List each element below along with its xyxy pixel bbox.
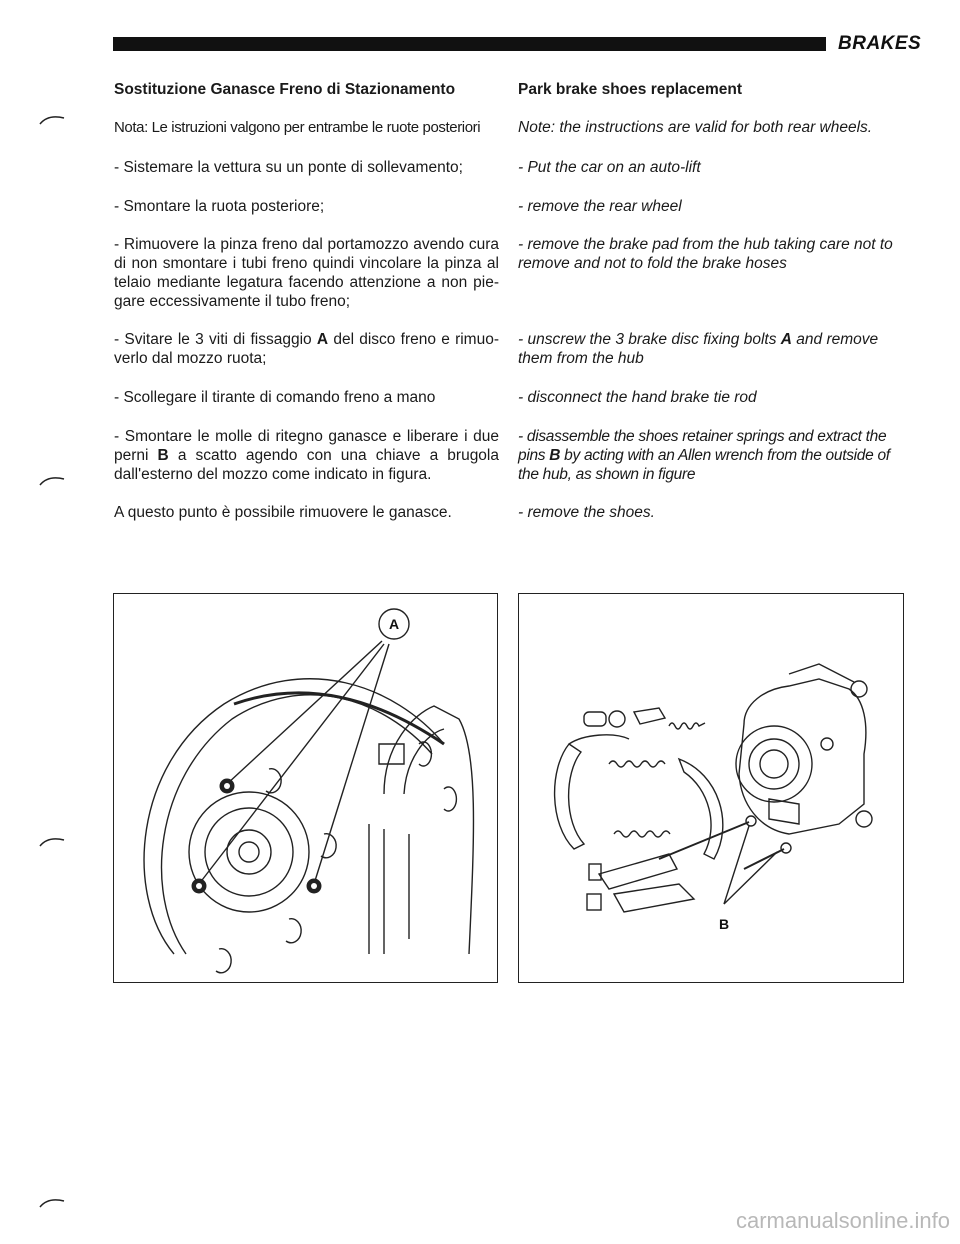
hand-brake-lever: [599, 854, 677, 889]
italian-step-1: - Sistemare la vettura su un ponte di sollevamento;: [114, 159, 463, 176]
reference-b: B: [549, 447, 561, 464]
hub-outer: [189, 792, 309, 912]
section-label: BRAKES: [838, 33, 922, 54]
hub-bearing-outer: [736, 726, 812, 802]
margin-mark: [38, 112, 66, 126]
disc-inner-edge: [162, 695, 432, 954]
hub-flange: [205, 808, 293, 896]
text-run: - disassemble the shoes retainer springs and extract the pins: [518, 428, 887, 464]
header-bar: [113, 37, 826, 51]
english-step-4: [518, 330, 910, 368]
brake-shoe-right: [679, 759, 723, 859]
italian-step-4: [114, 330, 499, 368]
disc-outer-edge: [144, 679, 444, 954]
text-run: a scatto agendo con una chiave a brugola dall'esterno del mozzo come indicato in figura.: [114, 447, 499, 483]
english-step-2: - remove the rear wheel: [518, 198, 682, 215]
brake-disc-illustration: [114, 594, 496, 981]
english-step-3: - remove the brake pad from the hub taking care not to remove and not to fold the brake hoses: [518, 236, 893, 272]
hub-center: [227, 830, 271, 874]
reference-a: A: [780, 331, 792, 348]
reference-a: A: [316, 331, 329, 348]
english-note: Note: the instructions are valid for both rear wheels.: [518, 119, 873, 136]
english-heading: Park brake shoes replacement: [518, 81, 743, 98]
figure-park-brake-shoes: [518, 593, 904, 983]
text-run: - Svitare le 3 viti di fissaggio: [114, 331, 317, 348]
brake-shoe-left: [555, 744, 584, 849]
italian-step-7: A questo punto è possibile rimuovere le ganasce.: [114, 504, 452, 521]
text-run: and remove them from the hub: [518, 331, 879, 367]
italian-step-5: - Scollegare il tirante di comando freno a mano: [114, 389, 436, 406]
italian-step-3: - Rimuovere la pinza freno dal portamozzo avendo cura di non smontare i tubi freno quindi vincolare la pinza al telaio mediante legatura facendo attenzione a non pie-gare eccessivamente il tubo freno;: [114, 236, 499, 310]
text-run: by acting with an Allen wrench from the outside of the hub, as shown in figure: [518, 447, 890, 483]
text-run: - unscrew the 3 brake disc fixing bolts: [518, 331, 781, 348]
italian-note: Nota: Le istruzioni valgono per entrambe le ruote posteriori: [114, 119, 481, 136]
hub-carrier: [739, 679, 866, 834]
english-step-6: [518, 427, 910, 484]
margin-mark: [38, 473, 66, 487]
pin-b-lower: [744, 849, 784, 869]
text-run: - Smontare le molle di ritegno ganasce e liberare i due perni: [114, 428, 499, 464]
figure-brake-disc: [113, 593, 498, 983]
retainer-spring-upper: [609, 761, 665, 767]
reference-b: B: [157, 447, 169, 464]
text-run: del disco freno e rimuo-verlo dal mozzo ruota;: [114, 331, 499, 367]
callout-a-label: A: [388, 616, 400, 632]
italian-step-6: [114, 427, 499, 484]
watermark: carmanualsonline.info: [735, 1208, 950, 1233]
margin-mark: [38, 834, 66, 848]
callout-b-label: B: [718, 916, 730, 932]
park-brake-exploded-illustration: [519, 594, 902, 981]
italian-step-2: - Smontare la ruota posteriore;: [114, 198, 325, 215]
english-step-7: - remove the shoes.: [518, 504, 655, 521]
english-step-1: - Put the car on an auto-lift: [518, 159, 701, 176]
english-step-5: - disconnect the hand brake tie rod: [518, 389, 757, 406]
retainer-spring-lower: [614, 831, 670, 837]
italian-heading: Sostituzione Ganasce Freno di Stazionamento: [114, 81, 456, 98]
margin-mark: [38, 1195, 66, 1209]
